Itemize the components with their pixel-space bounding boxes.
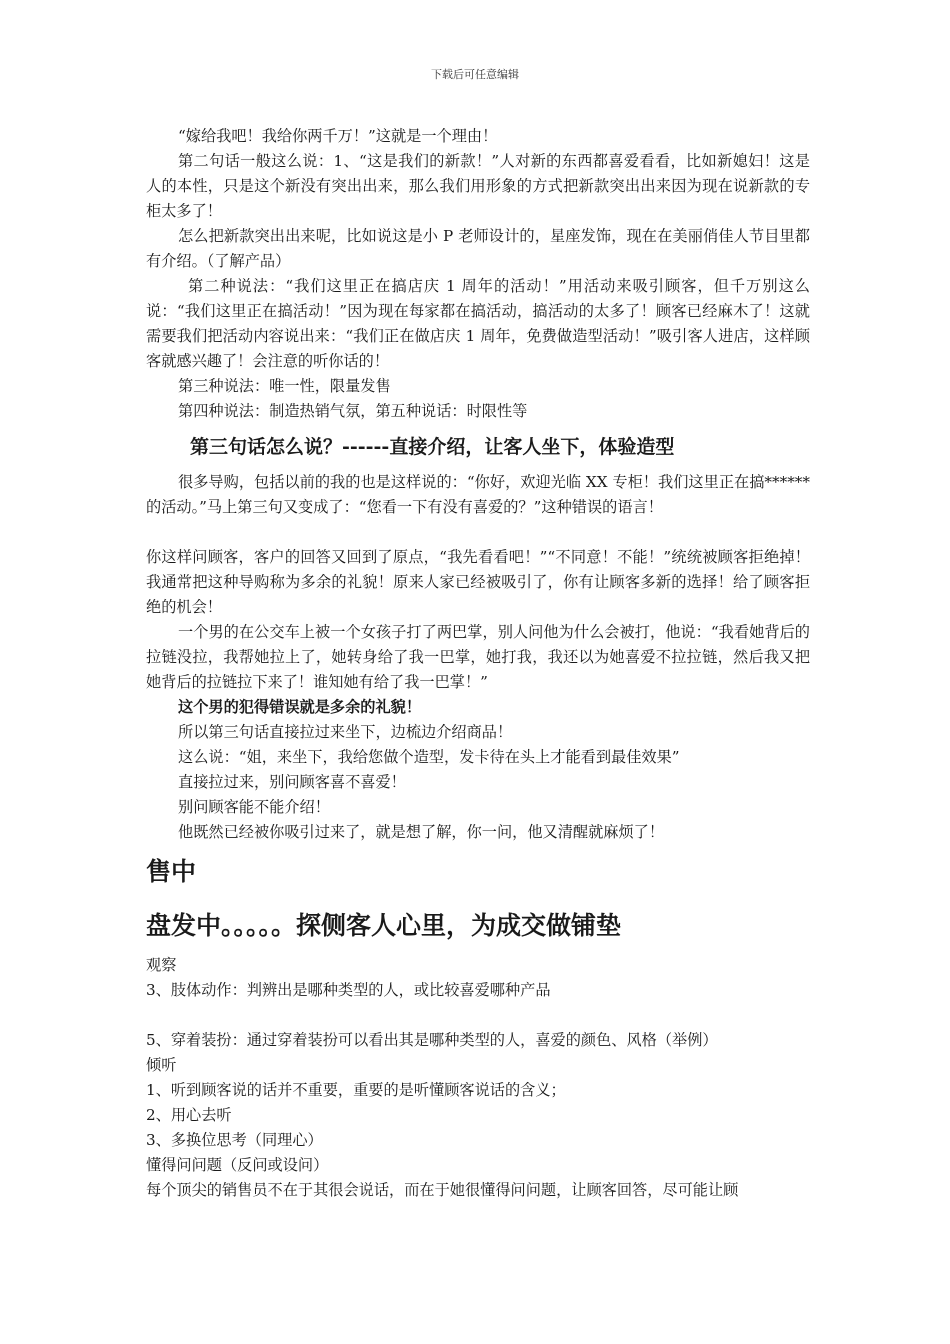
- paragraph: 每个顶尖的销售员不在于其很会说话，而在于她很懂得问问题，让顾客回答，尽可能让顾: [146, 1181, 739, 1199]
- paragraph: 倾听: [146, 1056, 177, 1074]
- blank-line: [146, 1003, 810, 1028]
- paragraph: 5、穿着装扮：通过穿着装扮可以看出其是哪种类型的人，喜爱的颜色、风格（举例）: [146, 1031, 718, 1049]
- paragraph: 怎么把新款突出出来呢，比如说这是小 P 老师设计的，星座发饰，现在在美丽俏佳人节目里都有介绍。（了解产品）: [146, 227, 810, 270]
- bold-paragraph: 这个男的犯得错误就是多余的礼貌！: [178, 698, 421, 716]
- paragraph: 第二句话一般这么说：1、“这是我们的新款！”人对新的东西都喜爱看看，比如新媳妇！这是人的本性，只是这个新没有突出出来，那么我们用形象的方式把新款突出出来因为现在说新款的专柜太多了！: [146, 152, 810, 220]
- paragraph: 1、听到顾客说的话并不重要，重要的是听懂顾客说话的含义；: [146, 1081, 566, 1099]
- section-heading: 第三句话怎么说？------直接介绍，让客人坐下，体验造型: [190, 436, 675, 458]
- blank-line: [146, 520, 810, 545]
- paragraph: 别问顾客能不能介绍！: [178, 798, 330, 816]
- paragraph: 一个男的在公交车上被一个女孩子打了两巴掌，别人问他为什么会被打，他说：“我看她背后的拉链没拉，我帮她拉上了，她转身给了我一巴掌，她打我，我还以为她喜爱不拉拉链，然后我又把她背后的拉链拉下来了！谁知她有给了我一巴掌！”: [146, 623, 810, 691]
- paragraph: 第四种说法：制造热销气氛，第五种说话：时限性等: [178, 402, 528, 420]
- paragraph: 很多导购，包括以前的我的也是这样说的：“你好，欢迎光临 XX 专柜！我们这里正在搞******的活动。”马上第三句又变成了：“您看一下有没有喜爱的？”这种错误的语言！: [146, 473, 810, 516]
- paragraph: 观察: [146, 956, 177, 974]
- paragraph: 所以第三句话直接拉过来坐下，边梳边介绍商品！: [178, 723, 513, 741]
- paragraph: 第二种说法：“我们这里正在搞店庆 1 周年的活动！”用活动来吸引顾客，但千万别这么说：“我们这里正在搞活动！”因为现在每家都在搞活动，搞活动的太多了！顾客已经麻木了！这就需要我们把活动内容说出来：“我们正在做店庆 1 周年，免费做造型活动！”吸引客人进店，这样顾客就感兴趣了！会注意的听你话的！: [146, 277, 810, 370]
- paragraph: 这么说：“姐，来坐下，我给您做个造型，发卡待在头上才能看到最佳效果”: [178, 748, 680, 766]
- section-heading-hair: 盘发中。。。。。探侧客人心里，为成交做铺垫: [146, 911, 622, 940]
- section-heading-sale: 售中: [146, 857, 197, 886]
- paragraph: 3、肢体动作：判辨出是哪种类型的人，或比较喜爱哪种产品: [146, 981, 551, 999]
- paragraph: 3、多换位思考（同理心）: [146, 1131, 323, 1149]
- paragraph: 2、用心去听: [146, 1106, 232, 1124]
- paragraph: 直接拉过来，别问顾客喜不喜爱！: [178, 773, 406, 791]
- paragraph: “嫁给我吧！我给你两千万！”这就是一个理由！: [178, 127, 498, 145]
- paragraph: 懂得问问题（反问或设问）: [146, 1156, 329, 1174]
- paragraph: 他既然已经被你吸引过来了，就是想了解，你一问，他又清醒就麻烦了！: [178, 823, 664, 841]
- paragraph: 你这样问顾客，客户的回答又回到了原点，“我先看看吧！”“不同意！不能！”统统被顾客拒绝掉！我通常把这种导购称为多余的礼貌！原来人家已经被吸引了，你有让顾客多新的选择！给了顾客拒绝的机会！: [146, 548, 810, 616]
- page-header: 下载后可任意编辑: [431, 68, 519, 81]
- paragraph: 第三种说法：唯一性，限量发售: [178, 377, 391, 395]
- document-body: [146, 124, 810, 1203]
